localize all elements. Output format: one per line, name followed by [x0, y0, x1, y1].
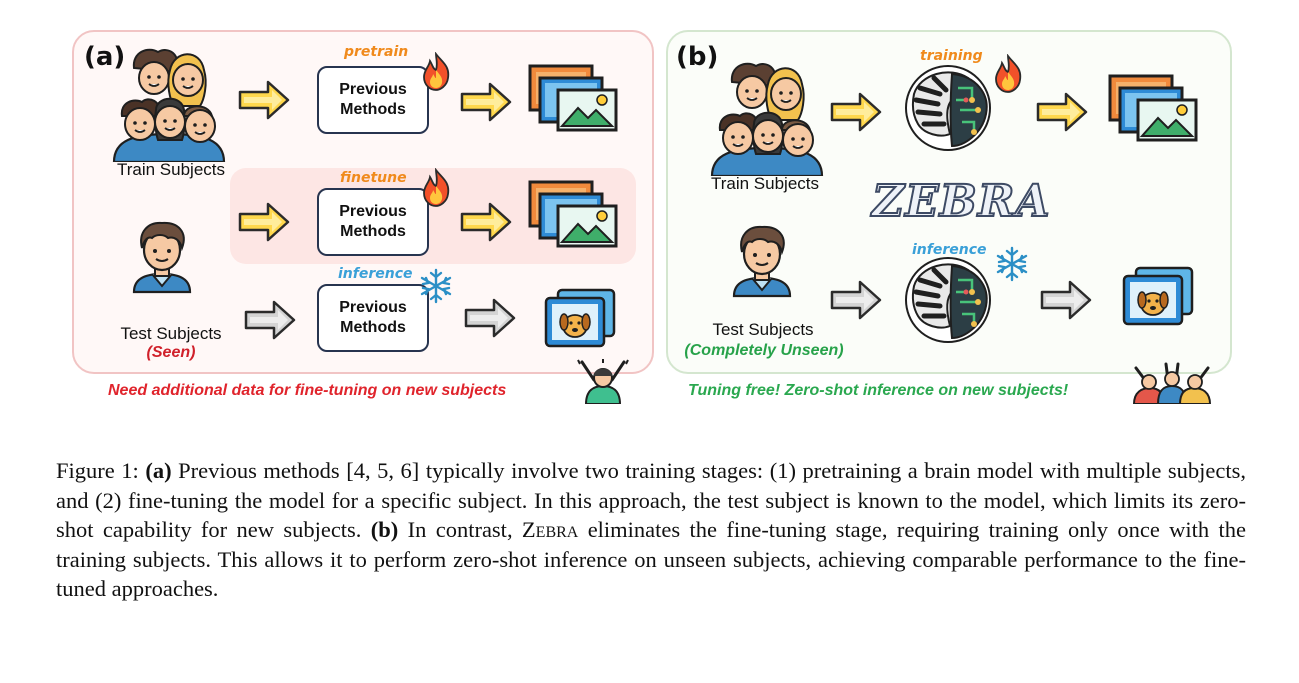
dog-image-icon	[544, 288, 616, 348]
train-subjects-label: Train Subjects	[710, 174, 820, 193]
fire-icon	[420, 52, 452, 92]
seen-label: (Seen)	[146, 344, 196, 361]
arrow-icon	[464, 298, 518, 340]
panel-b-footer: Tuning free! Zero-shot inference on new subjects!	[688, 382, 1069, 399]
zebra-brain-icon	[900, 64, 996, 154]
previous-methods-box	[317, 284, 429, 352]
single-person-icon	[112, 196, 212, 320]
arrow-icon	[1040, 280, 1094, 322]
caption-part-2: eliminates the fine-tuning stage, requiring training only once with the training subjects. This allows it to perform zero-shot inference on unseen subjects, achieving comparable performance to the fine-tuned approaches.	[56, 517, 1247, 601]
arrow-icon	[238, 80, 292, 122]
test-subjects-label: Test Subjects	[712, 320, 814, 339]
stage-label-inference: inference	[912, 242, 987, 258]
completely-unseen-label: (Completely Unseen)	[684, 342, 844, 359]
caption-part-1: Previous methods [4, 5, 6] typically involve two training stages: (1) pretraining a brain model with multiple subjects, and (2) fine-tuning the model for a specific subject. In this approach, the test subject is known to the model, which limits its zero-shot capability for new subjects.	[56, 458, 1247, 542]
method-line-2: Methods	[340, 101, 406, 118]
arrow-icon	[830, 280, 884, 322]
landscape-images-icon	[528, 180, 620, 250]
stage-label-pretrain: pretrain	[344, 44, 409, 60]
snowflake-icon	[418, 268, 454, 304]
previous-methods-box	[317, 188, 429, 256]
landscape-images-icon	[1108, 74, 1200, 144]
single-person-icon	[712, 200, 812, 324]
stage-label-finetune: finetune	[340, 170, 407, 186]
arrow-icon	[238, 202, 292, 244]
method-line-2: Methods	[340, 223, 406, 240]
arrow-icon	[1036, 92, 1090, 134]
figure-caption	[56, 456, 1246, 604]
arrow-icon	[244, 300, 298, 342]
dog-image-icon	[1122, 266, 1194, 326]
stage-label-training: training	[920, 48, 983, 64]
zebra-logo: ZEBRA	[872, 176, 1051, 227]
test-subjects-label: Test Subjects	[120, 324, 222, 343]
caption-b-tag: (b)	[370, 517, 399, 542]
fire-icon	[420, 168, 452, 208]
caption-label: Figure 1:	[56, 458, 139, 483]
fire-icon	[992, 54, 1024, 94]
method-line-1: Previous	[339, 299, 407, 316]
method-line-2: Methods	[340, 319, 406, 336]
arrow-icon	[830, 92, 884, 134]
snowflake-icon	[994, 246, 1030, 282]
caption-model-name: Zebra	[521, 517, 579, 542]
group-people-icon	[104, 44, 234, 162]
method-line-1: Previous	[339, 203, 407, 220]
previous-methods-box	[317, 66, 429, 134]
celebrating-person-icon	[574, 358, 632, 404]
zebra-brain-icon	[900, 256, 996, 346]
panel-a-footer: Need additional data for fine-tuning on new subjects	[108, 382, 507, 399]
panel-b-tag: (b)	[676, 42, 719, 72]
landscape-images-icon	[528, 64, 620, 134]
stage-label-inference: inference	[338, 266, 413, 282]
method-line-1: Previous	[339, 81, 407, 98]
train-subjects-label: Train Subjects	[116, 160, 226, 179]
celebrating-group-icon	[1132, 362, 1212, 404]
group-people-icon	[702, 58, 832, 176]
caption-part-2-pre: In contrast,	[398, 517, 522, 542]
panel-a-tag: (a)	[84, 42, 126, 72]
arrow-icon	[460, 202, 514, 244]
caption-a-tag: (a)	[145, 458, 172, 483]
arrow-icon	[460, 82, 514, 124]
